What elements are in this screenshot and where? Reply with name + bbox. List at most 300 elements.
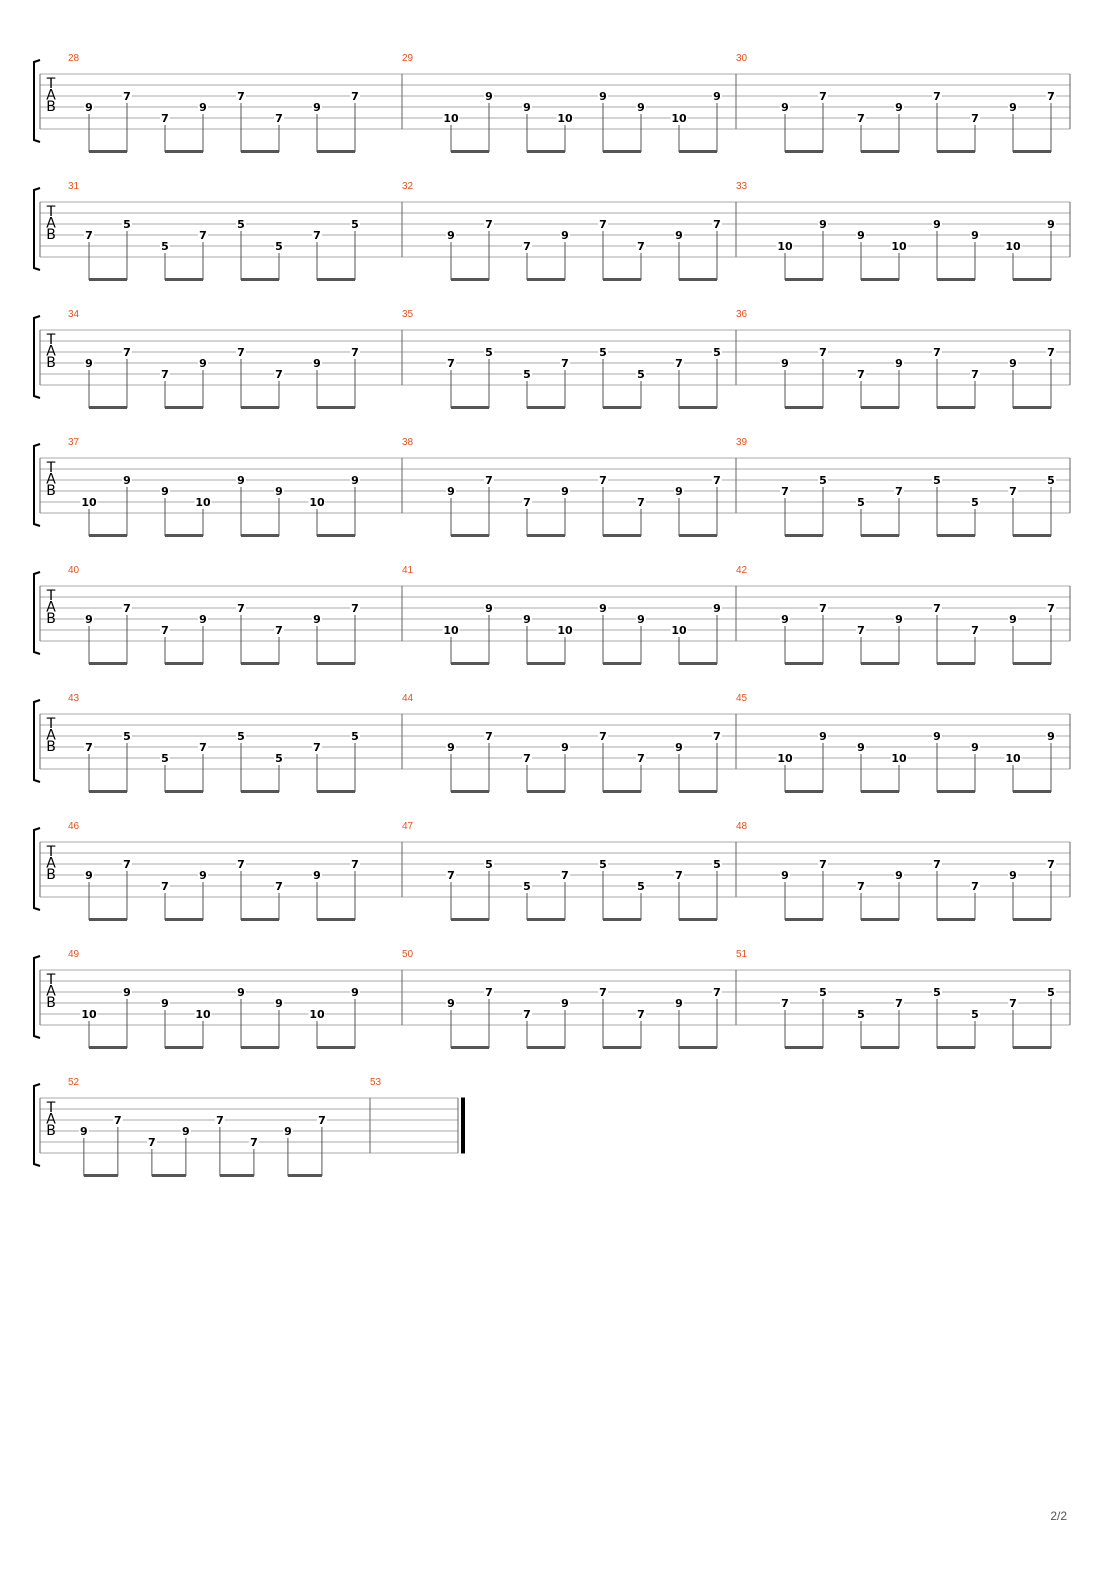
- fret-number: 7: [933, 90, 941, 103]
- system-bracket: [34, 188, 40, 270]
- fret-number: 9: [523, 101, 531, 114]
- fret-number: 7: [675, 869, 683, 882]
- beam: [89, 278, 127, 281]
- beam: [317, 918, 355, 921]
- fret-number: 9: [1009, 357, 1017, 370]
- fret-number: 9: [971, 741, 979, 754]
- beam: [1013, 150, 1051, 153]
- fret-number: 5: [933, 474, 941, 487]
- beam: [785, 278, 823, 281]
- beam: [679, 790, 717, 793]
- fret-number: 5: [1047, 986, 1055, 999]
- fret-number: 7: [523, 1008, 531, 1021]
- measure-number: 36: [736, 309, 748, 320]
- fret-number: 7: [199, 741, 207, 754]
- fret-number: 7: [933, 346, 941, 359]
- fret-number: 10: [1005, 752, 1021, 765]
- page-number: 2/2: [1050, 1509, 1067, 1523]
- fret-number: 9: [313, 613, 321, 626]
- fret-number: 9: [781, 613, 789, 626]
- fret-number: 5: [713, 858, 721, 871]
- beam: [679, 150, 717, 153]
- fret-number: 9: [275, 997, 283, 1010]
- fret-number: 5: [637, 368, 645, 381]
- beam: [1013, 662, 1051, 665]
- fret-number: 9: [199, 869, 207, 882]
- fret-number: 7: [971, 368, 979, 381]
- fret-number: 10: [195, 496, 211, 509]
- measure-number: 34: [68, 309, 80, 320]
- fret-number: 9: [85, 357, 93, 370]
- fret-number: 7: [161, 624, 169, 637]
- fret-number: 7: [275, 368, 283, 381]
- beam: [317, 1046, 355, 1049]
- beam: [165, 918, 203, 921]
- fret-number: 10: [443, 112, 459, 125]
- fret-number: 7: [250, 1136, 258, 1149]
- beam: [317, 534, 355, 537]
- fret-number: 10: [195, 1008, 211, 1021]
- beam: [241, 406, 279, 409]
- fret-number: 7: [857, 112, 865, 125]
- fret-number: 7: [599, 986, 607, 999]
- beam: [89, 1046, 127, 1049]
- fret-number: 7: [819, 858, 827, 871]
- fret-number: 10: [777, 240, 793, 253]
- fret-number: 5: [123, 218, 131, 231]
- beam: [937, 534, 975, 537]
- fret-number: 7: [895, 485, 903, 498]
- fret-number: 9: [675, 485, 683, 498]
- beam: [317, 406, 355, 409]
- fret-number: 9: [123, 474, 131, 487]
- beam: [937, 406, 975, 409]
- measure-number: 50: [402, 949, 414, 960]
- fret-number: 7: [216, 1114, 224, 1127]
- fret-number: 9: [675, 997, 683, 1010]
- beam: [288, 1174, 322, 1177]
- measure-number: 46: [68, 821, 80, 832]
- fret-number: 9: [351, 474, 359, 487]
- fret-number: 7: [1009, 485, 1017, 498]
- beam: [937, 790, 975, 793]
- fret-number: 9: [313, 357, 321, 370]
- fret-number: 7: [114, 1114, 122, 1127]
- system-bracket: [34, 828, 40, 910]
- beam: [451, 150, 489, 153]
- fret-number: 9: [161, 485, 169, 498]
- beam: [451, 406, 489, 409]
- measure-number: 39: [736, 437, 748, 448]
- fret-number: 9: [561, 741, 569, 754]
- beam: [241, 790, 279, 793]
- fret-number: 7: [675, 357, 683, 370]
- fret-number: 10: [891, 752, 907, 765]
- fret-number: 9: [933, 218, 941, 231]
- fret-number: 7: [895, 997, 903, 1010]
- beam: [89, 406, 127, 409]
- beam: [861, 406, 899, 409]
- fret-number: 9: [971, 229, 979, 242]
- tab-clef-letter: T: [46, 332, 56, 348]
- beam: [861, 790, 899, 793]
- fret-number: 10: [557, 624, 573, 637]
- fret-number: 7: [351, 602, 359, 615]
- fret-number: 9: [182, 1125, 190, 1138]
- beam: [152, 1174, 186, 1177]
- beam: [861, 662, 899, 665]
- fret-number: 9: [1009, 869, 1017, 882]
- beam: [241, 278, 279, 281]
- measure-number: 41: [402, 565, 414, 576]
- fret-number: 7: [123, 858, 131, 871]
- beam: [603, 278, 641, 281]
- beam: [317, 662, 355, 665]
- fret-number: 7: [599, 218, 607, 231]
- measure-number: 52: [68, 1077, 80, 1088]
- fret-number: 7: [523, 496, 531, 509]
- beam: [165, 406, 203, 409]
- fret-number: 9: [1009, 613, 1017, 626]
- system-bracket: [34, 60, 40, 142]
- fret-number: 7: [123, 346, 131, 359]
- tab-clef-letter: A: [46, 343, 56, 360]
- measure-number: 38: [402, 437, 414, 448]
- beam: [861, 534, 899, 537]
- fret-number: 9: [675, 741, 683, 754]
- beam: [89, 662, 127, 665]
- beam: [1013, 278, 1051, 281]
- fret-number: 7: [971, 880, 979, 893]
- fret-number: 9: [523, 613, 531, 626]
- fret-number: 5: [971, 1008, 979, 1021]
- fret-number: 10: [443, 624, 459, 637]
- fret-number: 9: [561, 229, 569, 242]
- fret-number: 7: [85, 229, 93, 242]
- tab-clef-letter: B: [46, 227, 56, 243]
- fret-number: 9: [161, 997, 169, 1010]
- beam: [603, 662, 641, 665]
- system-bracket: [34, 700, 40, 782]
- fret-number: 7: [447, 869, 455, 882]
- fret-number: 10: [891, 240, 907, 253]
- beam: [165, 278, 203, 281]
- beam: [451, 662, 489, 665]
- tab-clef-letter: A: [46, 471, 56, 488]
- system-bracket: [34, 956, 40, 1038]
- fret-number: 7: [313, 229, 321, 242]
- fret-number: 7: [148, 1136, 156, 1149]
- beam: [241, 150, 279, 153]
- fret-number: 9: [123, 986, 131, 999]
- fret-number: 7: [819, 90, 827, 103]
- fret-number: 5: [123, 730, 131, 743]
- beam: [679, 278, 717, 281]
- fret-number: 7: [485, 986, 493, 999]
- fret-number: 5: [237, 218, 245, 231]
- beam: [527, 150, 565, 153]
- beam: [861, 150, 899, 153]
- fret-number: 5: [351, 218, 359, 231]
- tab-clef-letter: T: [46, 76, 56, 92]
- system-bracket: [34, 572, 40, 654]
- fret-number: 7: [161, 880, 169, 893]
- fret-number: 9: [80, 1125, 88, 1138]
- tab-clef-letter: B: [46, 739, 56, 755]
- beam: [165, 534, 203, 537]
- tab-clef-letter: T: [46, 972, 56, 988]
- fret-number: 7: [161, 368, 169, 381]
- beam: [1013, 406, 1051, 409]
- tab-clef-letter: B: [46, 995, 56, 1011]
- system-bracket: [34, 316, 40, 398]
- fret-number: 7: [713, 218, 721, 231]
- beam: [603, 150, 641, 153]
- beam: [785, 662, 823, 665]
- fret-number: 9: [85, 869, 93, 882]
- fret-number: 9: [85, 101, 93, 114]
- fret-number: 7: [237, 346, 245, 359]
- fret-number: 9: [199, 357, 207, 370]
- fret-number: 7: [933, 602, 941, 615]
- fret-number: 9: [237, 474, 245, 487]
- fret-number: 7: [561, 357, 569, 370]
- fret-number: 7: [161, 112, 169, 125]
- fret-number: 9: [1047, 218, 1055, 231]
- fret-number: 9: [857, 741, 865, 754]
- beam: [527, 406, 565, 409]
- beam: [785, 790, 823, 793]
- fret-number: 5: [933, 986, 941, 999]
- fret-number: 5: [523, 368, 531, 381]
- beam: [785, 406, 823, 409]
- beam: [527, 790, 565, 793]
- beam: [241, 1046, 279, 1049]
- fret-number: 9: [819, 218, 827, 231]
- measure-number: 53: [370, 1077, 382, 1088]
- fret-number: 5: [275, 240, 283, 253]
- beam: [89, 150, 127, 153]
- beam: [317, 278, 355, 281]
- measure-number: 44: [402, 693, 414, 704]
- fret-number: 9: [485, 602, 493, 615]
- measure-number: 28: [68, 53, 80, 64]
- fret-number: 7: [713, 474, 721, 487]
- beam: [785, 150, 823, 153]
- fret-number: 7: [1047, 602, 1055, 615]
- beam: [785, 534, 823, 537]
- beam: [603, 790, 641, 793]
- fret-number: 10: [557, 112, 573, 125]
- beam: [527, 1046, 565, 1049]
- fret-number: 7: [275, 880, 283, 893]
- fret-number: 10: [81, 496, 97, 509]
- beam: [1013, 918, 1051, 921]
- fret-number: 5: [971, 496, 979, 509]
- fret-number: 5: [523, 880, 531, 893]
- beam: [241, 918, 279, 921]
- fret-number: 5: [161, 240, 169, 253]
- fret-number: 9: [713, 90, 721, 103]
- beam: [603, 534, 641, 537]
- fret-number: 9: [1009, 101, 1017, 114]
- measure-number: 48: [736, 821, 748, 832]
- fret-number: 7: [523, 240, 531, 253]
- tab-clef-letter: B: [46, 867, 56, 883]
- beam: [220, 1174, 254, 1177]
- measure-number: 32: [402, 181, 414, 192]
- fret-number: 9: [637, 101, 645, 114]
- measure-number: 43: [68, 693, 80, 704]
- fret-number: 9: [895, 357, 903, 370]
- fret-number: 9: [781, 869, 789, 882]
- fret-number: 7: [857, 880, 865, 893]
- beam: [679, 534, 717, 537]
- fret-number: 7: [237, 602, 245, 615]
- beam: [785, 918, 823, 921]
- fret-number: 5: [161, 752, 169, 765]
- fret-number: 9: [857, 229, 865, 242]
- fret-number: 9: [284, 1125, 292, 1138]
- beam: [84, 1174, 118, 1177]
- fret-number: 7: [237, 858, 245, 871]
- fret-number: 9: [781, 357, 789, 370]
- fret-number: 5: [713, 346, 721, 359]
- beam: [1013, 534, 1051, 537]
- beam: [937, 1046, 975, 1049]
- beam: [317, 790, 355, 793]
- fret-number: 7: [485, 218, 493, 231]
- fret-number: 7: [351, 90, 359, 103]
- fret-number: 7: [123, 602, 131, 615]
- fret-number: 5: [819, 474, 827, 487]
- fret-number: 9: [85, 613, 93, 626]
- tab-clef-letter: T: [46, 1100, 56, 1116]
- fret-number: 7: [819, 602, 827, 615]
- measure-number: 31: [68, 181, 80, 192]
- fret-number: 7: [275, 624, 283, 637]
- fret-number: 7: [637, 240, 645, 253]
- fret-number: 9: [895, 869, 903, 882]
- beam: [679, 406, 717, 409]
- beam: [861, 278, 899, 281]
- fret-number: 7: [819, 346, 827, 359]
- fret-number: 7: [561, 869, 569, 882]
- fret-number: 5: [1047, 474, 1055, 487]
- fret-number: 9: [561, 997, 569, 1010]
- fret-number: 7: [1047, 346, 1055, 359]
- fret-number: 7: [1009, 997, 1017, 1010]
- fret-number: 5: [637, 880, 645, 893]
- tab-clef-letter: B: [46, 355, 56, 371]
- beam: [451, 278, 489, 281]
- fret-number: 7: [599, 730, 607, 743]
- fret-number: 10: [671, 112, 687, 125]
- fret-number: 9: [351, 986, 359, 999]
- fret-number: 5: [857, 1008, 865, 1021]
- fret-number: 7: [781, 485, 789, 498]
- beam: [1013, 1046, 1051, 1049]
- measure-number: 49: [68, 949, 80, 960]
- fret-number: 5: [485, 346, 493, 359]
- tab-clef-letter: A: [46, 87, 56, 104]
- system-bracket: [34, 444, 40, 526]
- tab-clef-letter: T: [46, 460, 56, 476]
- beam: [937, 662, 975, 665]
- fret-number: 7: [523, 752, 531, 765]
- fret-number: 9: [447, 229, 455, 242]
- fret-number: 7: [237, 90, 245, 103]
- fret-number: 10: [81, 1008, 97, 1021]
- beam: [603, 406, 641, 409]
- fret-number: 7: [199, 229, 207, 242]
- fret-number: 10: [1005, 240, 1021, 253]
- measure-number: 51: [736, 949, 748, 960]
- fret-number: 7: [318, 1114, 326, 1127]
- fret-number: 10: [777, 752, 793, 765]
- tab-clef-letter: T: [46, 716, 56, 732]
- beam: [451, 790, 489, 793]
- measure-number: 29: [402, 53, 414, 64]
- fret-number: 7: [713, 986, 721, 999]
- fret-number: 9: [1047, 730, 1055, 743]
- beam: [937, 278, 975, 281]
- tab-clef-letter: B: [46, 611, 56, 627]
- beam: [451, 918, 489, 921]
- fret-number: 7: [857, 368, 865, 381]
- beam: [861, 918, 899, 921]
- beam: [527, 278, 565, 281]
- beam: [165, 662, 203, 665]
- measure-number: 30: [736, 53, 748, 64]
- fret-number: 9: [447, 485, 455, 498]
- beam: [527, 662, 565, 665]
- fret-number: 9: [599, 602, 607, 615]
- fret-number: 9: [313, 101, 321, 114]
- beam: [451, 534, 489, 537]
- fret-number: 7: [351, 346, 359, 359]
- fret-number: 9: [781, 101, 789, 114]
- fret-number: 5: [599, 858, 607, 871]
- fret-number: 7: [275, 112, 283, 125]
- fret-number: 9: [275, 485, 283, 498]
- fret-number: 9: [313, 869, 321, 882]
- fret-number: 9: [713, 602, 721, 615]
- beam: [89, 790, 127, 793]
- fret-number: 7: [781, 997, 789, 1010]
- beam: [165, 790, 203, 793]
- fret-number: 7: [85, 741, 93, 754]
- measure-number: 45: [736, 693, 748, 704]
- fret-number: 7: [971, 624, 979, 637]
- fret-number: 9: [933, 730, 941, 743]
- fret-number: 5: [599, 346, 607, 359]
- beam: [527, 534, 565, 537]
- fret-number: 7: [447, 357, 455, 370]
- fret-number: 9: [675, 229, 683, 242]
- fret-number: 7: [485, 474, 493, 487]
- beam: [451, 1046, 489, 1049]
- beam: [603, 1046, 641, 1049]
- fret-number: 7: [857, 624, 865, 637]
- beam: [317, 150, 355, 153]
- measure-number: 42: [736, 565, 748, 576]
- beam: [165, 1046, 203, 1049]
- beam: [89, 534, 127, 537]
- tab-clef-letter: T: [46, 204, 56, 220]
- tab-clef-letter: T: [46, 844, 56, 860]
- fret-number: 10: [309, 1008, 325, 1021]
